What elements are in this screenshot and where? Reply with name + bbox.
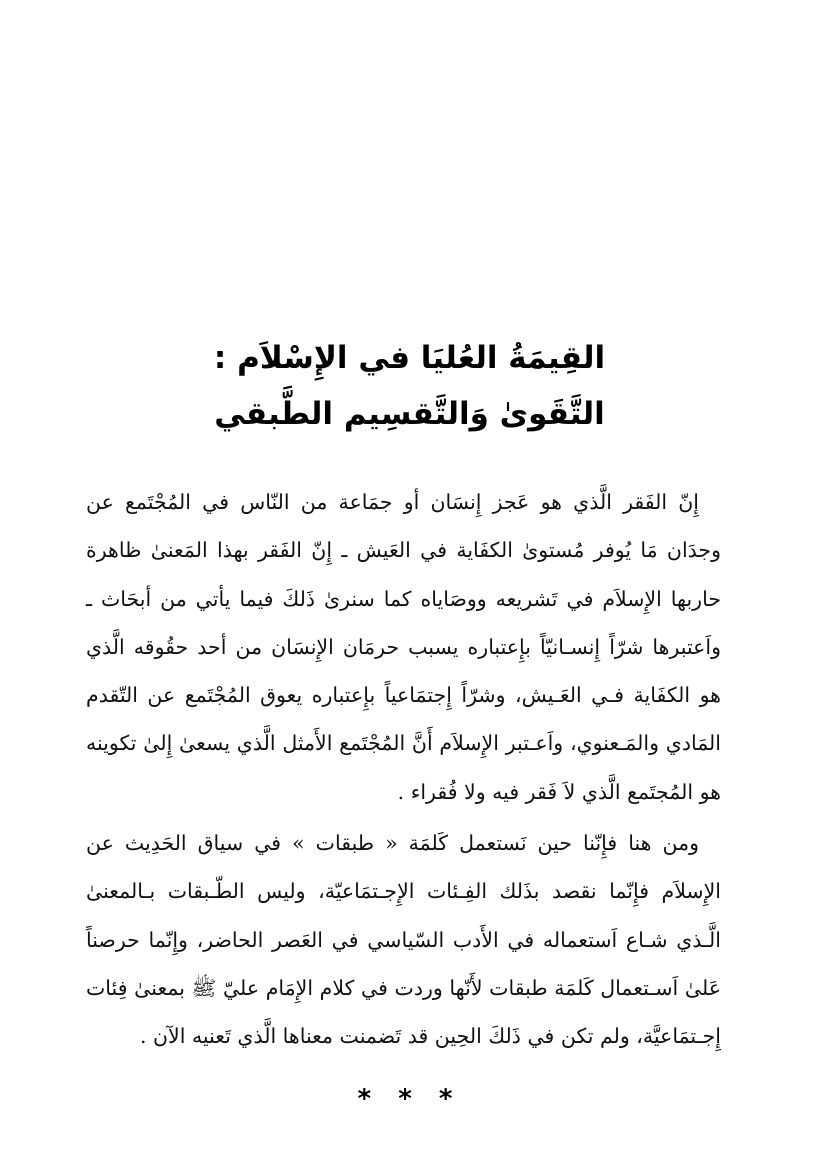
chapter-title-line-1: القِيمَةُ العُليَا في الإِسْلاَم :	[213, 340, 606, 376]
paragraph-classes: ومن هنا فإِنّنا حين نَستعمل كَلمَة « طبقات » في سياق الحَدِيث عن الإِسلاَم فإِنّما نقصد بذَلك الفِـئات الإِجـتمَاعيّة، وليس الطّـبقات بـالمعنىٰ الَّـذي شـاع اَستعماله في الأَدب السّياسي في العَصر الحاضر، وإِنّما حرصناً عَلىٰ اَسـتعمال كَلمَة طبقات لأَنّها وردت في كلام الإِمَام عليّ ﷺ بمعنىٰ فِئات إِجـتمَاعيَّة، ولم تكن في ذَلكَ الحِين قد تَضمنت معناها الَّذي تَعنيه الآن .	[86, 831, 721, 1049]
paragraph-poverty: إِنّ الفَقر الَّذي هو عَجز إِنسَان أو جمَاعة من النّاس في المُجْتَمع عن وجدَان مَا يُوفر مُستوىٰ الكفَاية في العَيش ـ إِنّ الفَقر بهذا المَعنىٰ ظاهرة حاربها الإِسلاَم في تَشريعه ووصَاياه كما سنرىٰ ذَلكَ فيما يأتي من أبحَاث ـ واَعتبرها شرّاً إِنسـانيّاً بإِعتباره يسبب حرمَان الإِنسَان من أحد حقُوقه الَّذي هو الكفَاية فـي العَـيش، وشرّاً إِجتمَاعياً بإِعتباره يعوق المُجْتَمع عن التّقدم المَادي والمَـعنوي، واَعـتبر الإِسلاَم أَنَّ المُجْتَمع الأَمثل الَّذي يسعىٰ إِلىٰ تكوينه هو المُجتَمع الَّذي لاَ فَقر فيه ولا فُقراء .	[86, 490, 721, 804]
section-separator: * * *	[357, 1084, 462, 1114]
chapter-title-line-2: التَّقَوىٰ وَالتَّقسِيم الطَّبقي	[214, 396, 605, 432]
chapter-title	[60, 330, 759, 442]
body-text	[86, 478, 721, 1061]
